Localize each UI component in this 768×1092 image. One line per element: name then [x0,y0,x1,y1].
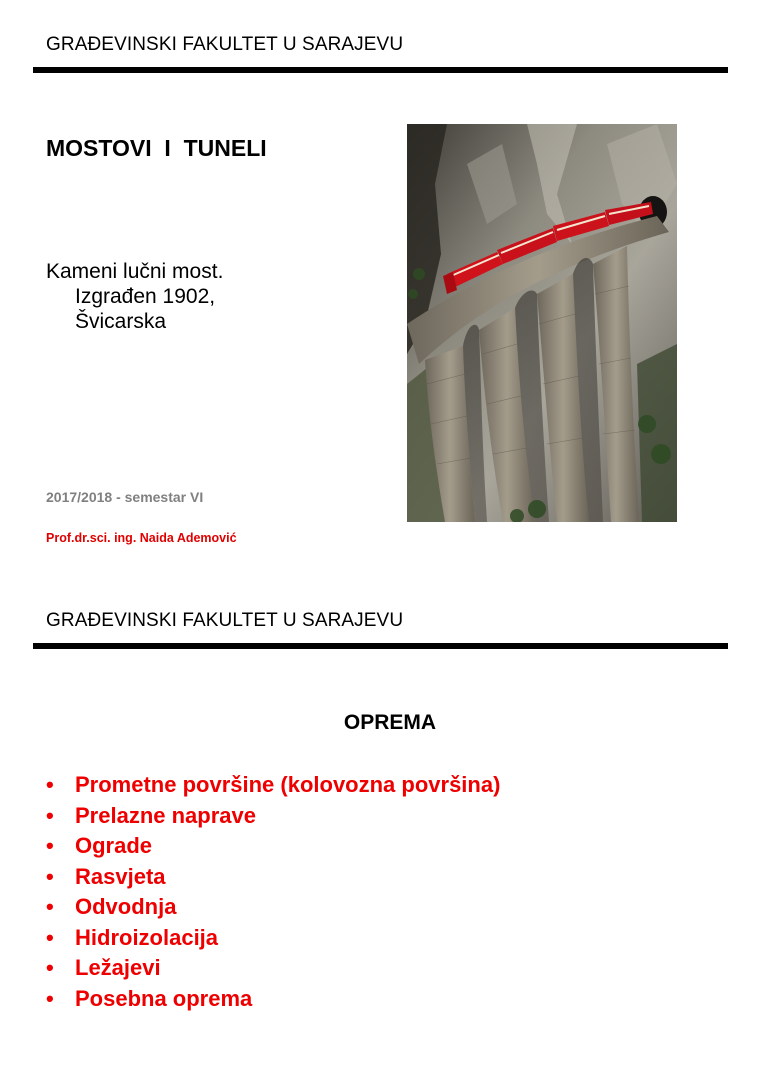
faculty-header: GRAĐEVINSKI FAKULTET U SARAJEVU [46,610,404,631]
bullet-icon: • [46,802,54,828]
caption-line-3: Švicarska [75,310,167,333]
bullet-icon: • [46,894,54,919]
equipment-list [46,770,500,1014]
stone-arch-bridge-illustration [407,124,677,522]
list-item-label: Prometne površine (kolovozna površina) [75,772,501,797]
professor-name: Prof.dr.sci. ing. Naida Ademović [46,531,237,545]
list-item-label: Hidroizolacija [75,924,219,950]
slide-title [0,0,768,545]
section-title: OPREMA [343,711,437,734]
header-divider [33,67,728,73]
bullet-icon: • [46,985,54,1011]
bullet-icon: • [46,924,54,950]
faculty-header: GRAĐEVINSKI FAKULTET U SARAJEVU [46,34,404,55]
list-item-label: Ležajevi [75,955,161,980]
bullet-icon: • [46,863,54,889]
list-item [46,923,500,954]
list-item-label: Rasvjeta [75,863,166,889]
bullet-icon: • [46,955,54,980]
list-item [46,984,500,1015]
list-item [46,953,500,984]
list-item-label: Ograde [75,833,153,858]
caption-line-1: Kameni lučni most. [46,260,224,283]
list-item-label: Odvodnja [75,894,177,919]
list-item [46,892,500,923]
course-title: MOSTOVI I TUNELI [46,135,267,161]
list-item-label: Prelazne naprave [75,802,256,828]
list-item [46,801,500,832]
list-item-label: Posebna oprema [75,985,253,1011]
photo-caption [46,259,223,334]
slide-equipment [0,580,768,1092]
header-divider [33,643,728,649]
list-item [46,862,500,893]
bullet-icon: • [46,833,54,858]
caption-line-2: Izgrađen 1902, [75,285,216,308]
bridge-photo [407,124,677,522]
list-item [46,770,500,801]
bullet-icon: • [46,772,54,797]
list-item [46,831,500,862]
semester-label: 2017/2018 - semestar VI [46,489,204,505]
